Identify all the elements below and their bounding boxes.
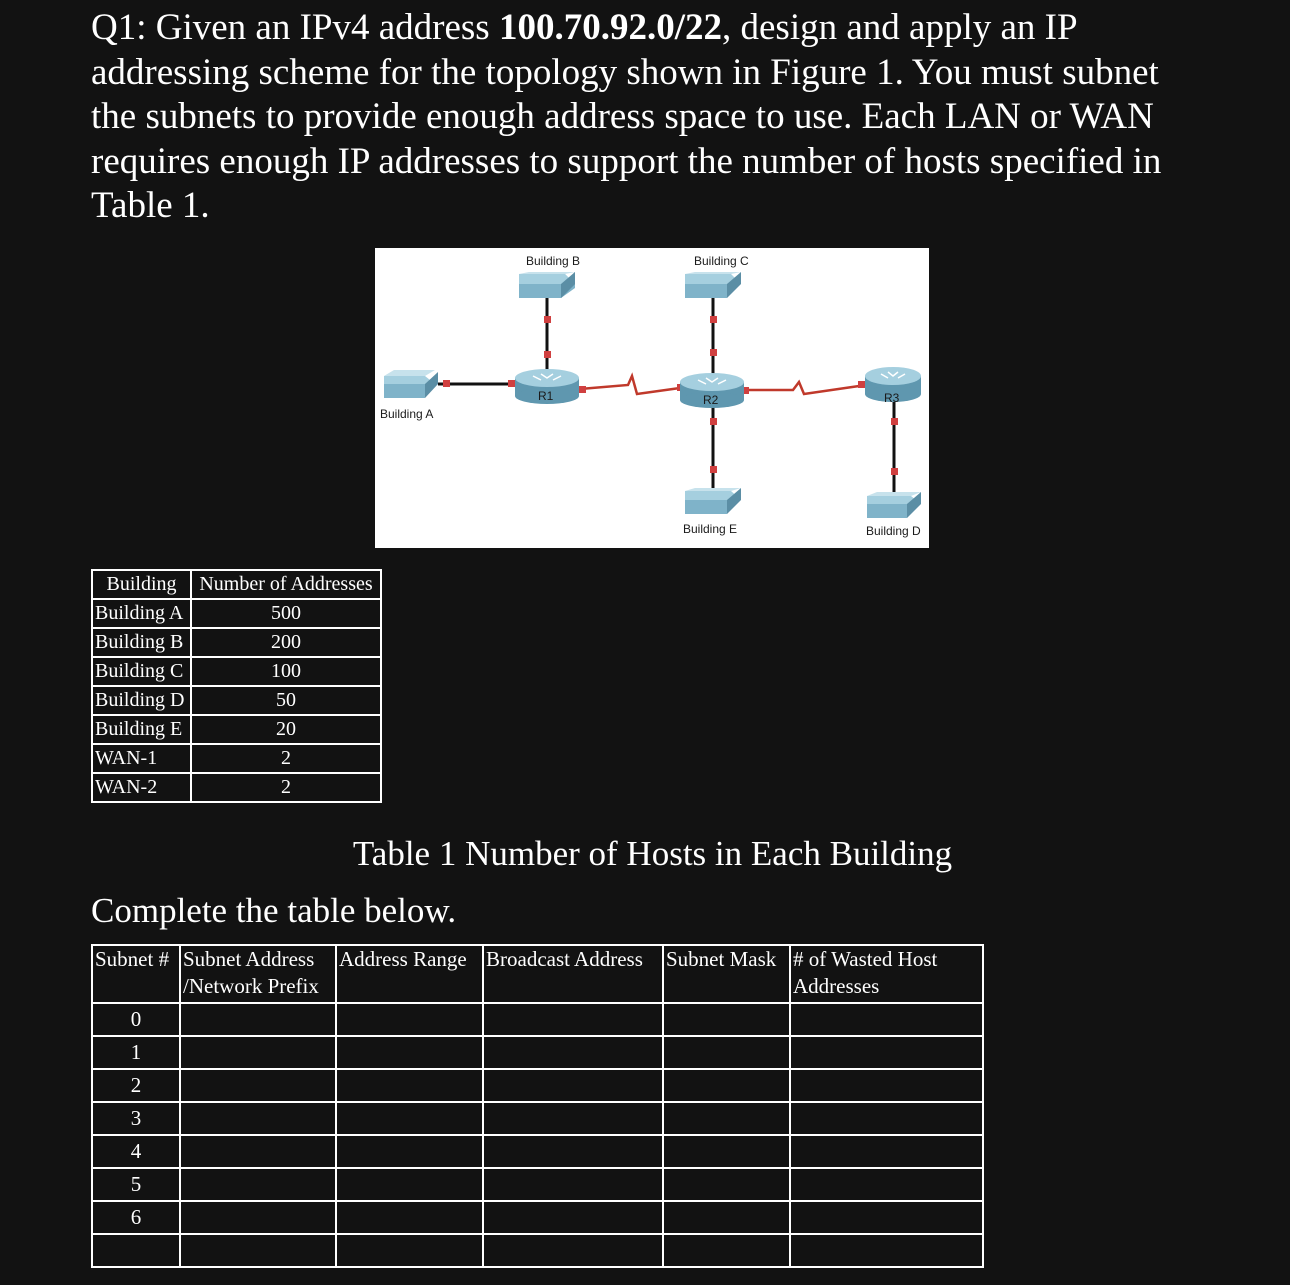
cell-broadcast-address[interactable] [483, 1201, 663, 1234]
subnet-table-header [92, 945, 983, 1003]
label-building-b: Building B [526, 254, 581, 268]
link-ports [443, 316, 898, 475]
cell-building: Building A [92, 599, 191, 628]
table-row [92, 628, 381, 657]
switch-building-b-icon [519, 272, 575, 298]
cell-address-range[interactable] [336, 1135, 483, 1168]
cell-broadcast-address[interactable] [483, 1168, 663, 1201]
table-row [92, 1069, 983, 1102]
cell-addresses: 100 [191, 657, 381, 686]
column-header-subnet-address: Subnet Address /Network Prefix [180, 945, 336, 1003]
question-suffix: , design and apply an IP addressing scheme for the topology shown in Figure 1. You must subnet the subnets to provide enough address space to use. Each LAN or WAN requires enough IP addresses to support the number of hosts specified in Table 1. [91, 7, 1162, 226]
switch-building-d-icon [867, 492, 921, 518]
cell-address-range[interactable] [336, 1234, 483, 1267]
table-row [92, 773, 381, 802]
cell-subnet-address[interactable] [180, 1234, 336, 1267]
column-header-subnet-mask: Subnet Mask [663, 945, 790, 1003]
cell-subnet-mask[interactable] [663, 1069, 790, 1102]
port [579, 386, 586, 393]
cell-subnet-number: 1 [92, 1036, 180, 1069]
cell-address-range[interactable] [336, 1003, 483, 1036]
topology-diagram [375, 248, 929, 548]
cell-building: Building B [92, 628, 191, 657]
table-row [92, 686, 381, 715]
cell-subnet-mask[interactable] [663, 1036, 790, 1069]
cell-wasted-hosts[interactable] [790, 1036, 983, 1069]
table-row [92, 1102, 983, 1135]
cell-address-range[interactable] [336, 1036, 483, 1069]
cell-subnet-number: 5 [92, 1168, 180, 1201]
cell-subnet-mask[interactable] [663, 1234, 790, 1267]
column-header-building: Building [92, 570, 191, 599]
cell-subnet-address[interactable] [180, 1201, 336, 1234]
cell-subnet-number [92, 1234, 180, 1267]
label-r1: R1 [538, 389, 554, 403]
cell-subnet-address[interactable] [180, 1003, 336, 1036]
table-row [92, 657, 381, 686]
cell-broadcast-address[interactable] [483, 1234, 663, 1267]
port [443, 380, 450, 387]
instruction-text: Complete the table below. [91, 891, 457, 930]
label-building-e: Building E [683, 522, 738, 536]
cell-subnet-number: 0 [92, 1003, 180, 1036]
table-row [92, 1003, 983, 1036]
port [710, 466, 717, 473]
cell-addresses: 20 [191, 715, 381, 744]
cell-subnet-mask[interactable] [663, 1168, 790, 1201]
cell-address-range[interactable] [336, 1102, 483, 1135]
port [858, 381, 865, 388]
cell-wasted-hosts[interactable] [790, 1102, 983, 1135]
label-building-d: Building D [866, 524, 921, 538]
cell-addresses: 2 [191, 773, 381, 802]
port [544, 316, 551, 323]
port [544, 351, 551, 358]
cell-address-range[interactable] [336, 1168, 483, 1201]
column-header-broadcast-address: Broadcast Address [483, 945, 663, 1003]
cell-subnet-mask[interactable] [663, 1201, 790, 1234]
cell-subnet-number: 6 [92, 1201, 180, 1234]
switch-building-e-icon [685, 488, 741, 514]
cell-broadcast-address[interactable] [483, 1036, 663, 1069]
port [710, 349, 717, 356]
cell-addresses: 2 [191, 744, 381, 773]
cell-wasted-hosts[interactable] [790, 1135, 983, 1168]
switch-building-c-icon [685, 272, 741, 298]
cell-subnet-number: 4 [92, 1135, 180, 1168]
table-row [92, 1036, 983, 1069]
cell-subnet-number: 2 [92, 1069, 180, 1102]
cell-wasted-hosts[interactable] [790, 1003, 983, 1036]
port [508, 380, 515, 387]
label-r3: R3 [884, 391, 900, 405]
cell-subnet-address[interactable] [180, 1168, 336, 1201]
cell-addresses: 200 [191, 628, 381, 657]
cell-wasted-hosts[interactable] [790, 1201, 983, 1234]
column-header-wasted-hosts: # of Wasted Host Addresses [790, 945, 983, 1003]
port [891, 468, 898, 475]
topology-figure [375, 248, 929, 548]
table-row [92, 1168, 983, 1201]
table-row [92, 1234, 983, 1267]
cell-subnet-number: 3 [92, 1102, 180, 1135]
cell-building: Building E [92, 715, 191, 744]
cell-address-range[interactable] [336, 1069, 483, 1102]
cell-wasted-hosts[interactable] [790, 1168, 983, 1201]
label-r2: R2 [703, 393, 719, 407]
cell-wasted-hosts[interactable] [790, 1069, 983, 1102]
question-prefix: Q1: Given an IPv4 address [91, 7, 499, 48]
cell-broadcast-address[interactable] [483, 1069, 663, 1102]
cell-subnet-address[interactable] [180, 1102, 336, 1135]
cell-building: WAN-1 [92, 744, 191, 773]
cell-building: Building D [92, 686, 191, 715]
cell-wasted-hosts[interactable] [790, 1234, 983, 1267]
serial-r2-r3 [745, 382, 866, 394]
cell-address-range[interactable] [336, 1201, 483, 1234]
cell-building: WAN-2 [92, 773, 191, 802]
cell-subnet-address[interactable] [180, 1069, 336, 1102]
cell-broadcast-address[interactable] [483, 1003, 663, 1036]
cell-addresses: 50 [191, 686, 381, 715]
subnet-table [91, 944, 984, 1268]
cell-subnet-address[interactable] [180, 1036, 336, 1069]
port [710, 316, 717, 323]
serial-r1-r2 [580, 376, 680, 394]
port [710, 418, 717, 425]
hosts-table-header [92, 570, 381, 599]
column-header-subnet-number: Subnet # [92, 945, 180, 1003]
cell-subnet-mask[interactable] [663, 1102, 790, 1135]
switch-building-a-icon [384, 370, 438, 398]
question-text [91, 6, 1211, 229]
ethernet-links [438, 298, 894, 493]
table-caption: Table 1 Number of Hosts in Each Building [352, 834, 953, 873]
label-building-c: Building C [694, 254, 749, 268]
cell-building: Building C [92, 657, 191, 686]
cell-subnet-address[interactable] [180, 1135, 336, 1168]
port [891, 418, 898, 425]
cell-addresses: 500 [191, 599, 381, 628]
cell-broadcast-address[interactable] [483, 1135, 663, 1168]
cell-subnet-mask[interactable] [663, 1003, 790, 1036]
column-header-addresses: Number of Addresses [191, 570, 381, 599]
question-address: 100.70.92.0/22 [498, 7, 722, 48]
cell-subnet-mask[interactable] [663, 1135, 790, 1168]
label-building-a: Building A [380, 407, 434, 421]
table-row [92, 1201, 983, 1234]
table-row [92, 744, 381, 773]
table-row [92, 1135, 983, 1168]
table-row [92, 599, 381, 628]
hosts-table [91, 569, 382, 803]
table-row [92, 715, 381, 744]
column-header-address-range: Address Range [336, 945, 483, 1003]
cell-broadcast-address[interactable] [483, 1102, 663, 1135]
